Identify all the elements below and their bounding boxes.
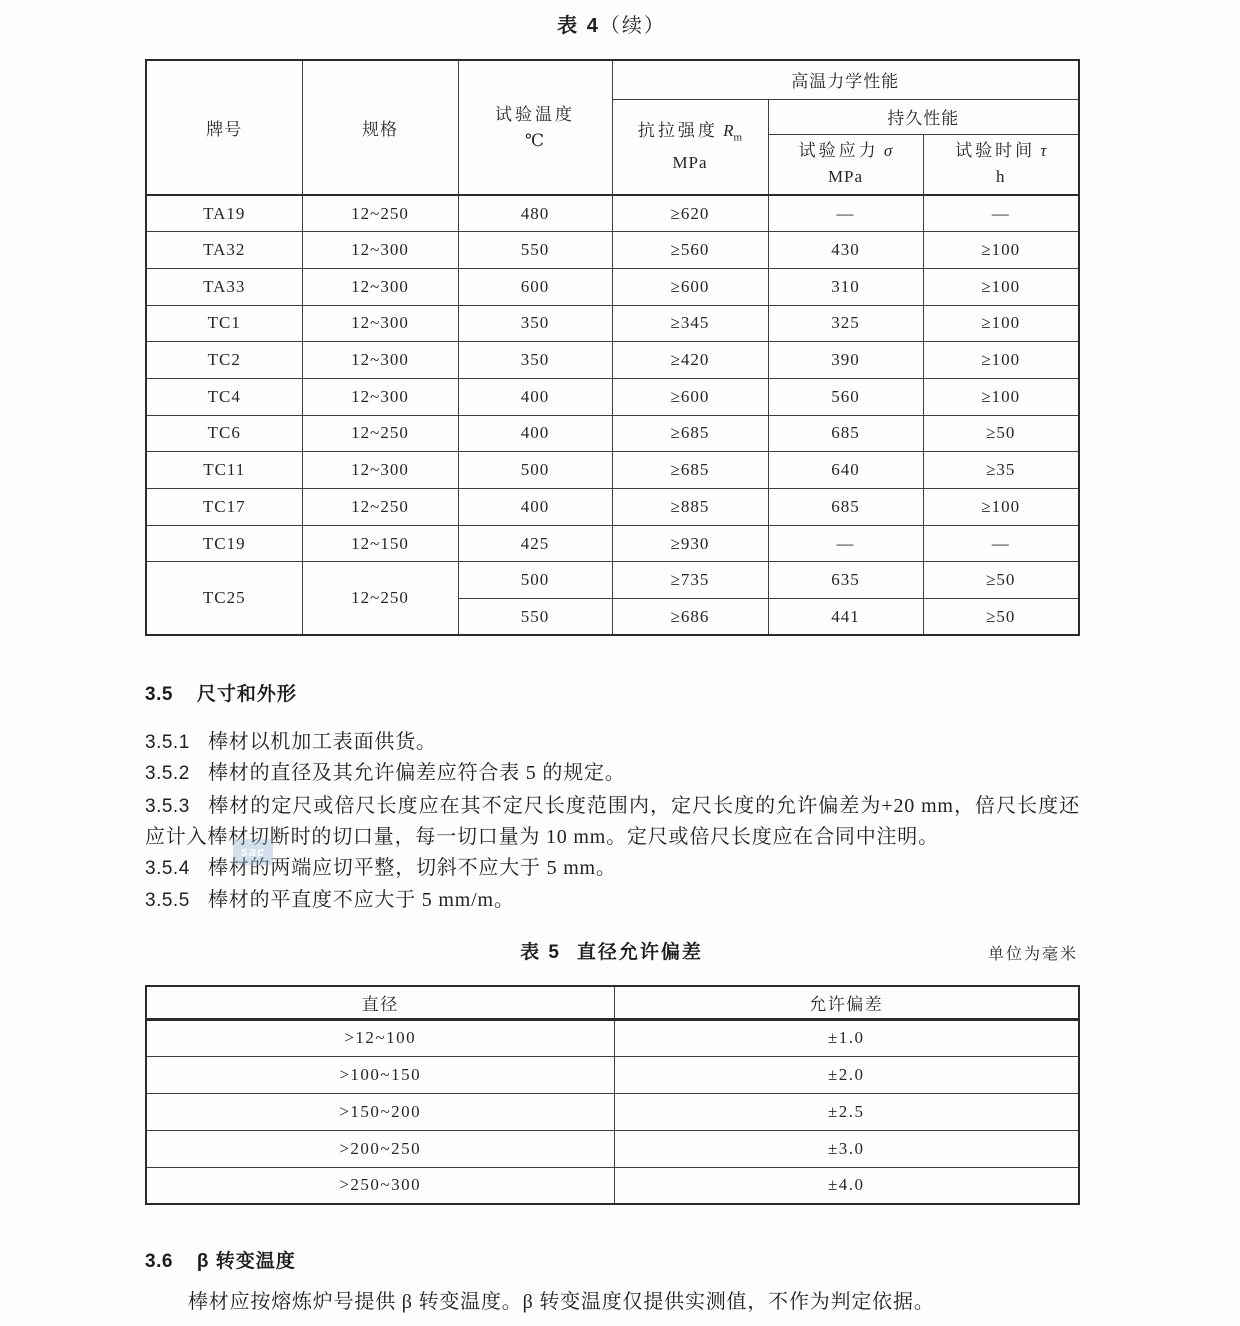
- clause-number: 3.5.1: [145, 732, 190, 753]
- section-heading-3-6: [145, 1246, 296, 1273]
- cell-stress: 685: [768, 489, 923, 526]
- cell-time: ≥35: [923, 452, 1079, 489]
- unit-note: 单位为毫米: [987, 946, 1078, 963]
- test-stress-symbol: σ: [883, 141, 893, 161]
- cell-grade: TA32: [146, 232, 302, 269]
- cell-grade: TC25: [146, 562, 302, 635]
- cell-stress: 560: [768, 378, 923, 415]
- table-row: [146, 1019, 1079, 1056]
- col-header-test-temperature: [458, 60, 612, 195]
- col-header-tolerance: 允许偏差: [614, 986, 1079, 1019]
- table-row: [146, 452, 1079, 489]
- cell-temp: 350: [458, 342, 612, 379]
- cell-rm: ≥600: [612, 378, 768, 415]
- cell-grade: TC11: [146, 452, 302, 489]
- table5-body: [146, 1019, 1079, 1204]
- cell-tolerance: ±1.0: [614, 1019, 1079, 1056]
- test-stress-label-line: [769, 138, 923, 164]
- col-header-test-time: [923, 134, 1079, 195]
- cell-spec: 12~250: [302, 415, 458, 452]
- clause-number: 3.5.2: [145, 763, 190, 784]
- table-row: [146, 268, 1079, 305]
- cell-time: —: [923, 525, 1079, 562]
- cell-spec: 12~250: [302, 489, 458, 526]
- test-stress-unit: MPa: [827, 167, 864, 187]
- table4-high-temp-properties: [145, 59, 1080, 636]
- cell-grade: TA19: [146, 195, 302, 232]
- cell-grade: TC2: [146, 342, 302, 379]
- cell-temp: 400: [458, 378, 612, 415]
- test-time-label-line: [924, 138, 1079, 164]
- cell-rm: ≥345: [612, 305, 768, 342]
- cell-stress: 325: [768, 305, 923, 342]
- clause-text: 棒材的平直度不应大于 5 mm/m。: [208, 889, 515, 911]
- cell-stress: —: [768, 525, 923, 562]
- cell-rm: ≥600: [612, 268, 768, 305]
- table5-header-row: [146, 986, 1079, 1019]
- cell-tolerance: ±4.0: [614, 1167, 1079, 1204]
- cell-stress: 635: [768, 562, 923, 599]
- tensile-strength-symbol: R: [723, 120, 734, 140]
- table4-body: [146, 195, 1079, 635]
- test-time-label: 试验时间: [955, 141, 1036, 161]
- cell-grade: TC4: [146, 378, 302, 415]
- cell-stress: 390: [768, 342, 923, 379]
- group-header-high-temp-properties: 高温力学性能: [612, 60, 1079, 99]
- cell-tolerance: ±3.0: [614, 1130, 1079, 1167]
- table4-caption: [145, 9, 1078, 38]
- cell-grade: TC6: [146, 415, 302, 452]
- test-time-symbol: τ: [1040, 141, 1047, 161]
- table4-header: [146, 60, 1079, 195]
- cell-temp: 400: [458, 415, 612, 452]
- cell-spec: 12~300: [302, 452, 458, 489]
- table-row: [146, 305, 1079, 342]
- test-temperature-unit: ℃: [524, 130, 546, 150]
- test-time-unit: h: [996, 167, 1006, 187]
- cell-rm: ≥560: [612, 232, 768, 269]
- clause-number: 3.5.4: [145, 858, 190, 879]
- cell-time: ≥50: [923, 599, 1079, 636]
- clause-text: 棒材的两端应切平整，切斜不应大于 5 mm。: [208, 857, 617, 879]
- cell-rm: ≥685: [612, 415, 768, 452]
- table-row: [146, 1093, 1079, 1130]
- tensile-strength-label: 抗拉强度: [637, 120, 718, 140]
- cell-rm: ≥686: [612, 599, 768, 636]
- cell-diameter: >150~200: [146, 1093, 614, 1130]
- group-header-endurance: 持久性能: [768, 99, 1079, 134]
- table5-caption-title: 直径允许偏差: [576, 942, 703, 963]
- section-heading-3-5: [145, 679, 297, 706]
- section-title: 尺寸和外形: [196, 684, 297, 705]
- cell-diameter: >200~250: [146, 1130, 614, 1167]
- cell-spec: 12~300: [302, 305, 458, 342]
- cell-temp: 500: [458, 562, 612, 599]
- table4-caption-continued: （续）: [599, 15, 666, 37]
- cell-temp: 550: [458, 599, 612, 636]
- cell-temp: 400: [458, 489, 612, 526]
- cell-temp: 350: [458, 305, 612, 342]
- cell-time: ≥50: [923, 562, 1079, 599]
- clause-3-5-1: [145, 727, 1080, 758]
- clause-number: 3.5.3: [145, 796, 190, 817]
- table5-caption: [145, 937, 1078, 964]
- table5-header: [146, 986, 1079, 1019]
- table-row: [146, 232, 1079, 269]
- cell-stress: 310: [768, 268, 923, 305]
- col-header-spec: 规格: [302, 60, 458, 195]
- cell-time: ≥100: [923, 232, 1079, 269]
- cell-spec: 12~300: [302, 232, 458, 269]
- table-row: [146, 415, 1079, 452]
- clause-3-5-2: [145, 758, 1080, 789]
- col-header-test-stress: [768, 134, 923, 195]
- scan-watermark: sac: [233, 839, 273, 865]
- cell-stress: 430: [768, 232, 923, 269]
- cell-rm: ≥620: [612, 195, 768, 232]
- clause-text: 棒材的直径及其允许偏差应符合表 5 的规定。: [208, 762, 626, 784]
- cell-grade: TC19: [146, 525, 302, 562]
- clause-number: 3.5.5: [145, 890, 190, 911]
- cell-rm: ≥735: [612, 562, 768, 599]
- table-row: [146, 1056, 1079, 1093]
- cell-time: —: [923, 195, 1079, 232]
- col-header-tensile-strength: [612, 99, 768, 195]
- clause-text: 棒材的定尺或倍尺长度应在其不定尺长度范围内，定尺长度的允许偏差为+20 mm，倍尺长度还应计入棒材切断时的切口量，每一切口量为 10 mm。定尺或倍尺长度应在合同中注明。: [145, 795, 1080, 848]
- table-row: [146, 525, 1079, 562]
- cell-temp: 500: [458, 452, 612, 489]
- table-row: [146, 378, 1079, 415]
- clause-3-5-3: [145, 791, 1080, 853]
- table-row: [146, 489, 1079, 526]
- cell-temp: 480: [458, 195, 612, 232]
- table-row: [146, 342, 1079, 379]
- cell-tolerance: ±2.5: [614, 1093, 1079, 1130]
- cell-stress: —: [768, 195, 923, 232]
- cell-rm: ≥685: [612, 452, 768, 489]
- tensile-strength-unit: MPa: [672, 152, 708, 172]
- cell-diameter: >250~300: [146, 1167, 614, 1204]
- cell-diameter: >100~150: [146, 1056, 614, 1093]
- table4-caption-number: 表 4: [557, 15, 600, 37]
- cell-grade: TC1: [146, 305, 302, 342]
- cell-tolerance: ±2.0: [614, 1056, 1079, 1093]
- tensile-strength-label-line: [613, 118, 768, 150]
- clause-3-5-4: [145, 853, 1080, 884]
- cell-temp: 550: [458, 232, 612, 269]
- table4-header-row-1: [146, 60, 1079, 99]
- cell-temp: 600: [458, 268, 612, 305]
- cell-grade: TA33: [146, 268, 302, 305]
- cell-spec: 12~250: [302, 195, 458, 232]
- cell-spec: 12~300: [302, 342, 458, 379]
- col-header-diameter: 直径: [146, 986, 614, 1019]
- cell-diameter: >12~100: [146, 1019, 614, 1056]
- cell-rm: ≥930: [612, 525, 768, 562]
- table-row: [146, 1130, 1079, 1167]
- table-row: [146, 1167, 1079, 1204]
- table5-diameter-tolerance: [145, 985, 1080, 1205]
- test-temperature-label: 试验温度: [495, 104, 575, 124]
- cell-spec: 12~150: [302, 525, 458, 562]
- section-number: 3.6: [145, 1251, 173, 1272]
- cell-rm: ≥885: [612, 489, 768, 526]
- cell-spec: 12~300: [302, 378, 458, 415]
- clause-3-5-5: [145, 885, 1080, 916]
- cell-time: ≥50: [923, 415, 1079, 452]
- cell-stress: 441: [768, 599, 923, 636]
- cell-spec: 12~300: [302, 268, 458, 305]
- cell-grade: TC17: [146, 489, 302, 526]
- section-title: β 转变温度: [196, 1251, 296, 1272]
- clause-text: 棒材以机加工表面供货。: [208, 731, 437, 753]
- col-header-grade: 牌号: [146, 60, 302, 195]
- table5-caption-number: 表 5: [520, 942, 561, 963]
- tensile-strength-subscript: m: [733, 130, 743, 143]
- paragraph-text: 棒材应按熔炼炉号提供 β 转变温度。β 转变温度仅提供实测值，不作为判定依据。: [188, 1291, 935, 1313]
- table-row: [146, 195, 1079, 232]
- cell-temp: 425: [458, 525, 612, 562]
- cell-time: ≥100: [923, 378, 1079, 415]
- cell-spec: 12~250: [302, 562, 458, 635]
- cell-time: ≥100: [923, 268, 1079, 305]
- cell-time: ≥100: [923, 489, 1079, 526]
- section-number: 3.5: [145, 684, 173, 705]
- paragraph-3-6: [145, 1287, 1080, 1318]
- cell-time: ≥100: [923, 342, 1079, 379]
- cell-rm: ≥420: [612, 342, 768, 379]
- test-stress-label: 试验应力: [798, 141, 879, 161]
- cell-stress: 640: [768, 452, 923, 489]
- cell-stress: 685: [768, 415, 923, 452]
- table-row: [146, 562, 1079, 599]
- cell-time: ≥100: [923, 305, 1079, 342]
